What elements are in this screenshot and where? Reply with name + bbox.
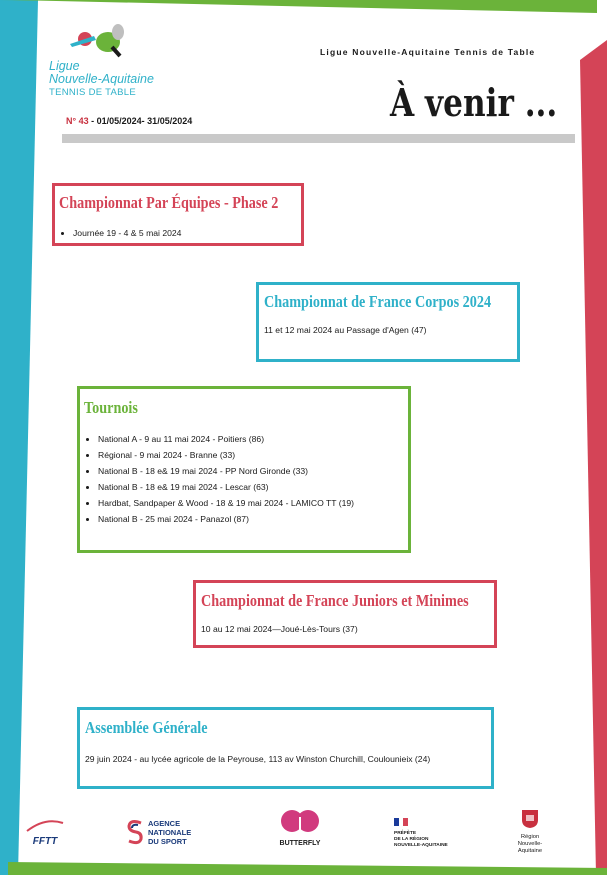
section-card-championnat-equipes [52, 183, 304, 246]
logo-line-1: Ligue [49, 59, 80, 73]
section-title: Tournois [84, 398, 138, 417]
ans-line-2: NATIONALE [148, 828, 192, 837]
section-list [84, 431, 404, 527]
list-item: • Journée 19 - 4 & 5 mai 2024 [73, 225, 297, 241]
section-title: Championnat de France Corpos 2024 [264, 292, 492, 311]
section-text: 11 et 12 mai 2024 au Passage d'Agen (47) [264, 325, 427, 335]
section-text: 10 au 12 mai 2024—Joué-Lès-Tours (37) [201, 624, 358, 634]
ans-line-1: AGENCE [148, 819, 181, 828]
ans-s-icon [126, 819, 144, 845]
issue-number: N° 43 [66, 116, 89, 126]
list-item: • Hardbat, Sandpaper & Wood - 18 & 19 mai 2024 - LAMICO TT (19) [98, 495, 404, 511]
butterfly-text: BUTTERFLY [279, 840, 321, 847]
org-name: Ligue Nouvelle-Aquitaine Tennis de Table [320, 47, 536, 57]
header-rule [62, 134, 575, 143]
fftt-swoosh-icon [25, 819, 65, 835]
list-item: • National B - 18 e& 19 mai 2024 - PP Nord Gironde (33) [98, 463, 404, 479]
region-line-1: Région [520, 834, 540, 840]
list-item: • National B - 25 mai 2024 - Panazol (87) [98, 511, 404, 527]
section-list [59, 225, 297, 241]
league-logo-text [49, 60, 154, 99]
section-card-championnat-corpos [256, 282, 520, 362]
section-card-championnat-juniors [193, 580, 497, 648]
list-item: • National A - 9 au 11 mai 2024 - Poitiers (86) [98, 431, 404, 447]
section-title: Championnat Par Équipes - Phase 2 [59, 193, 279, 212]
logo-line-3: TENNIS DE TABLE [49, 87, 137, 98]
prefecture-logo [394, 813, 474, 849]
marianne-flag-icon [394, 818, 408, 826]
logo-line-2: Nouvelle-Aquitaine [49, 72, 154, 86]
region-shield-icon [521, 809, 539, 829]
list-item: • Régional - 9 mai 2024 - Branne (33) [98, 447, 404, 463]
prefet-line-1: PRÉFÈTE [394, 831, 417, 836]
section-title: Championnat de France Juniors et Minimes [201, 591, 469, 610]
butterfly-icon [280, 809, 320, 835]
region-line-3: Aquitaine [517, 848, 543, 854]
section-card-tournois [77, 386, 411, 553]
section-title: Assemblée Générale [85, 718, 208, 737]
prefet-line-3: NOUVELLE-AQUITAINE [394, 843, 448, 848]
region-line-2: Nouvelle- [517, 841, 543, 847]
fftt-logo [20, 819, 70, 847]
fftt-text: FFTT [32, 836, 58, 847]
issue-dates: - 01/05/2024- 31/05/2024 [91, 116, 193, 126]
section-card-assemblee-generale [77, 707, 494, 789]
butterfly-logo [268, 809, 332, 847]
issue-info [66, 116, 192, 126]
section-text: 29 juin 2024 - au lycée agricole de la Peyrouse, 113 av Winston Churchill, Coulounieix (24) [85, 754, 431, 764]
region-logo [506, 809, 554, 855]
page-headline: À venir ... [390, 80, 558, 125]
prefet-line-2: DE LA RÉGION [394, 837, 429, 842]
sponsor-logos [20, 805, 580, 857]
ans-line-3: DU SPORT [148, 837, 187, 846]
list-item: • National B - 18 e& 19 mai 2024 - Lescar (63) [98, 479, 404, 495]
